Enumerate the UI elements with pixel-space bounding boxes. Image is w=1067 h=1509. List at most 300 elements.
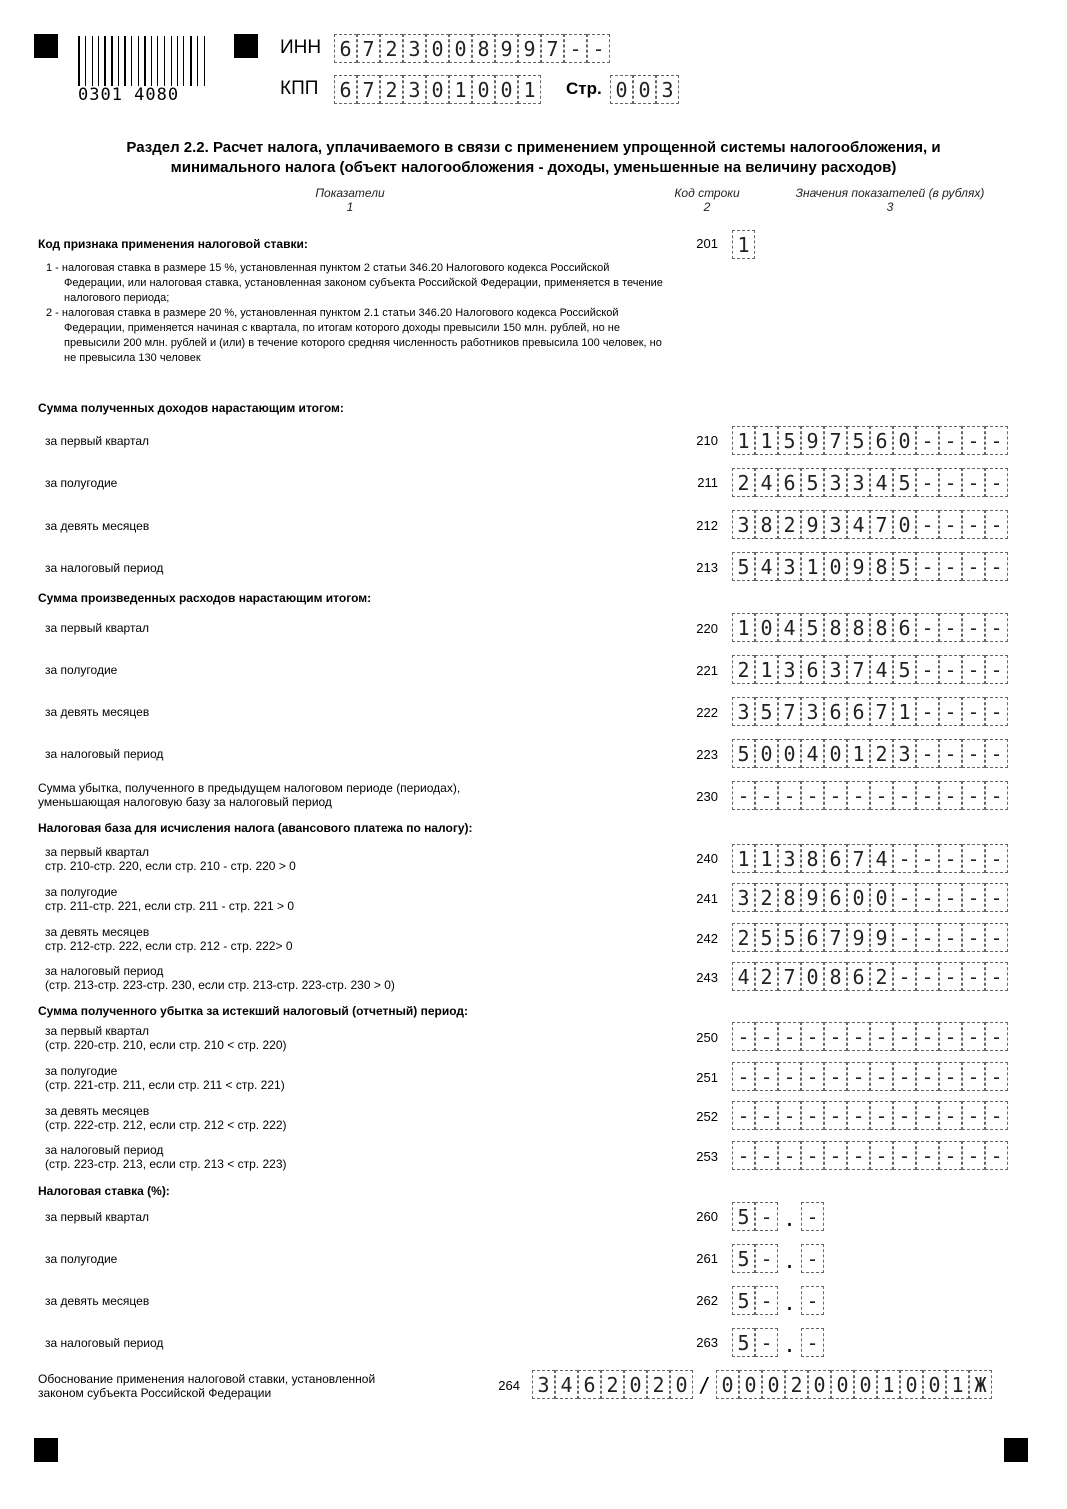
row-251-value[interactable]	[732, 1062, 1008, 1091]
row-243-value[interactable]	[732, 962, 1008, 991]
char-cell[interactable]: 3	[732, 510, 755, 539]
char-cell[interactable]: -	[778, 781, 801, 810]
char-cell[interactable]: 3	[824, 468, 847, 497]
char-cell[interactable]: 7	[824, 923, 847, 952]
char-cell[interactable]: -	[916, 923, 939, 952]
char-cell[interactable]: 3	[403, 75, 426, 104]
char-cell[interactable]: 8	[472, 34, 495, 63]
char-cell[interactable]: 6	[893, 613, 916, 642]
row-242-value[interactable]	[732, 923, 1008, 952]
char-cell[interactable]: -	[893, 923, 916, 952]
barcode-gap	[108, 36, 109, 86]
char-cell[interactable]: 5	[778, 426, 801, 455]
char-cell[interactable]: -	[916, 613, 939, 642]
char-cell[interactable]: -	[916, 739, 939, 768]
row-253-label	[45, 1143, 286, 1171]
char-cell[interactable]: -	[939, 552, 962, 581]
char-cell[interactable]: 7	[847, 844, 870, 873]
char-cell[interactable]: -	[939, 1062, 962, 1091]
row-220-value[interactable]	[732, 613, 1008, 642]
char-cell[interactable]: -	[870, 1101, 893, 1130]
basis-part2-cell[interactable]: 0	[739, 1370, 762, 1399]
row-222-value[interactable]	[732, 697, 1008, 726]
char-cell[interactable]: 2	[755, 883, 778, 912]
char-cell[interactable]: -	[847, 1022, 870, 1051]
char-cell[interactable]: -	[939, 1101, 962, 1130]
char-cell[interactable]: -	[916, 655, 939, 684]
char-cell[interactable]: -	[755, 781, 778, 810]
char-cell[interactable]: 1	[755, 844, 778, 873]
char-cell[interactable]: 9	[847, 552, 870, 581]
char-cell[interactable]: 0	[801, 962, 824, 991]
char-cell[interactable]: 4	[870, 844, 893, 873]
char-cell[interactable]: 8	[870, 613, 893, 642]
rate-int-cell[interactable]: 5	[732, 1328, 755, 1357]
char-cell[interactable]: -	[985, 883, 1008, 912]
char-cell[interactable]: 1	[732, 613, 755, 642]
char-cell[interactable]: -	[939, 426, 962, 455]
char-cell[interactable]: 0	[870, 883, 893, 912]
char-cell[interactable]: -	[985, 510, 1008, 539]
char-cell[interactable]: -	[962, 426, 985, 455]
basis-part2-cell[interactable]: 0	[923, 1370, 946, 1399]
rate-int-cell[interactable]: -	[755, 1202, 778, 1231]
basis-part2-cell[interactable]: 0	[854, 1370, 877, 1399]
kpp-field[interactable]	[334, 75, 541, 104]
char-cell[interactable]: 5	[801, 613, 824, 642]
row-250-label	[45, 1024, 286, 1052]
char-cell[interactable]: -	[824, 1022, 847, 1051]
char-cell[interactable]: 1	[732, 426, 755, 455]
char-cell[interactable]: 2	[755, 962, 778, 991]
char-cell[interactable]: 5	[847, 426, 870, 455]
char-cell[interactable]: -	[755, 1141, 778, 1170]
char-cell[interactable]: 6	[801, 923, 824, 952]
char-cell[interactable]: 4	[847, 510, 870, 539]
char-cell[interactable]: -	[962, 962, 985, 991]
basis-part1-cell[interactable]: 0	[670, 1370, 693, 1399]
char-cell[interactable]: 5	[893, 468, 916, 497]
char-cell[interactable]: 2	[870, 739, 893, 768]
page-number-field[interactable]	[610, 75, 679, 104]
char-cell[interactable]: -	[939, 1022, 962, 1051]
char-cell[interactable]: 9	[801, 426, 824, 455]
row-223-value[interactable]	[732, 739, 1008, 768]
char-cell[interactable]: -	[564, 34, 587, 63]
row-211-value[interactable]	[732, 468, 1008, 497]
basis-part2-cell[interactable]: 0	[762, 1370, 785, 1399]
char-cell[interactable]: 3	[732, 883, 755, 912]
char-cell[interactable]: -	[870, 1062, 893, 1091]
char-cell[interactable]: 9	[870, 923, 893, 952]
row-240-value[interactable]	[732, 844, 1008, 873]
char-cell[interactable]: -	[778, 1022, 801, 1051]
char-cell[interactable]: -	[870, 1141, 893, 1170]
char-cell[interactable]: -	[847, 781, 870, 810]
char-cell[interactable]: -	[939, 468, 962, 497]
char-cell[interactable]: -	[916, 781, 939, 810]
char-cell[interactable]: 1	[755, 426, 778, 455]
char-cell[interactable]: -	[778, 1101, 801, 1130]
char-cell[interactable]: 3	[732, 697, 755, 726]
basis-part2-cell[interactable]: 1	[946, 1370, 969, 1399]
char-cell[interactable]: -	[916, 844, 939, 873]
char-cell[interactable]: -	[893, 781, 916, 810]
char-cell[interactable]: -	[801, 1062, 824, 1091]
char-cell[interactable]: -	[824, 1141, 847, 1170]
char-cell[interactable]: 6	[334, 75, 357, 104]
row-221-value[interactable]	[732, 655, 1008, 684]
char-cell[interactable]: -	[962, 697, 985, 726]
char-cell[interactable]: 6	[801, 655, 824, 684]
char-cell[interactable]: -	[732, 1062, 755, 1091]
char-cell[interactable]: 6	[334, 34, 357, 63]
char-cell[interactable]: -	[939, 883, 962, 912]
char-cell[interactable]: -	[962, 739, 985, 768]
char-cell[interactable]: -	[916, 510, 939, 539]
basis-part1-cell[interactable]: 6	[578, 1370, 601, 1399]
row-213-value[interactable]	[732, 552, 1008, 581]
char-cell[interactable]: 8	[847, 613, 870, 642]
rate-int-cell[interactable]: -	[755, 1244, 778, 1273]
char-cell[interactable]: 3	[778, 552, 801, 581]
char-cell[interactable]: 8	[824, 613, 847, 642]
rate-int-cell[interactable]: 5	[732, 1202, 755, 1231]
char-cell[interactable]: -	[801, 1101, 824, 1130]
barcode-gap	[167, 36, 169, 86]
char-cell[interactable]: -	[939, 844, 962, 873]
char-cell[interactable]: -	[916, 1062, 939, 1091]
basis-part1-cell[interactable]: 2	[647, 1370, 670, 1399]
char-cell[interactable]: 8	[824, 962, 847, 991]
char-cell[interactable]: -	[939, 923, 962, 952]
rate-int-cell[interactable]: -	[755, 1286, 778, 1315]
char-cell[interactable]: -	[985, 844, 1008, 873]
char-cell[interactable]: 0	[824, 552, 847, 581]
char-cell[interactable]: 7	[870, 510, 893, 539]
row-212-label: за девять месяцев	[45, 519, 150, 533]
char-cell[interactable]: -	[962, 781, 985, 810]
char-cell[interactable]: 2	[732, 468, 755, 497]
char-cell[interactable]: -	[824, 1062, 847, 1091]
char-cell[interactable]: 3	[824, 510, 847, 539]
char-cell[interactable]: -	[985, 552, 1008, 581]
row-263-value[interactable]	[732, 1328, 824, 1357]
char-cell[interactable]: -	[916, 426, 939, 455]
basis-part1-cell[interactable]: 3	[532, 1370, 555, 1399]
rate-frac-cell[interactable]: -	[801, 1244, 824, 1273]
char-cell[interactable]: -	[893, 883, 916, 912]
char-cell[interactable]: -	[916, 552, 939, 581]
char-cell[interactable]: -	[985, 1062, 1008, 1091]
char-cell[interactable]: 7	[541, 34, 564, 63]
char-cell[interactable]: 6	[778, 468, 801, 497]
char-cell[interactable]: 0	[426, 34, 449, 63]
char-cell[interactable]: -	[985, 426, 1008, 455]
basis-part2-cell[interactable]: 0	[808, 1370, 831, 1399]
char-cell[interactable]: 6	[824, 697, 847, 726]
char-cell[interactable]: 0	[426, 75, 449, 104]
barcode-gap	[194, 36, 195, 86]
char-cell[interactable]: -	[801, 781, 824, 810]
char-cell[interactable]: 3	[893, 739, 916, 768]
char-cell[interactable]: 9	[801, 510, 824, 539]
basis-part1-cell[interactable]: 0	[624, 1370, 647, 1399]
column-header-values-text: Значения показателей (в рублях)	[795, 186, 985, 200]
char-cell[interactable]: 0	[633, 75, 656, 104]
char-cell[interactable]: 9	[801, 883, 824, 912]
char-cell[interactable]: 5	[755, 923, 778, 952]
char-cell[interactable]: 5	[732, 739, 755, 768]
char-cell[interactable]: 5	[893, 655, 916, 684]
char-cell[interactable]: 3	[778, 844, 801, 873]
char-cell[interactable]: 0	[755, 739, 778, 768]
char-cell[interactable]: -	[962, 1062, 985, 1091]
barcode-bar	[92, 36, 93, 86]
char-cell[interactable]: -	[962, 613, 985, 642]
char-cell[interactable]: 6	[870, 426, 893, 455]
char-cell[interactable]: -	[962, 1022, 985, 1051]
char-cell[interactable]: -	[962, 1101, 985, 1130]
char-cell[interactable]: -	[962, 468, 985, 497]
char-cell[interactable]: 7	[870, 697, 893, 726]
char-cell[interactable]: 1	[449, 75, 472, 104]
char-cell[interactable]: -	[778, 1062, 801, 1091]
rate-frac-cell[interactable]: -	[801, 1328, 824, 1357]
char-cell[interactable]: 0	[495, 75, 518, 104]
basis-part2-cell[interactable]: 0	[716, 1370, 739, 1399]
char-cell[interactable]: 4	[801, 739, 824, 768]
char-cell[interactable]: -	[824, 1101, 847, 1130]
char-cell[interactable]: -	[870, 781, 893, 810]
rate-int-cell[interactable]: 5	[732, 1286, 755, 1315]
char-cell[interactable]: 2	[870, 962, 893, 991]
row-252-value[interactable]	[732, 1101, 1008, 1130]
char-cell[interactable]: 6	[824, 883, 847, 912]
char-cell[interactable]: 3	[824, 655, 847, 684]
char-cell[interactable]: -	[801, 1022, 824, 1051]
char-cell[interactable]: 1	[893, 697, 916, 726]
char-cell[interactable]: -	[916, 697, 939, 726]
char-cell[interactable]: -	[962, 1141, 985, 1170]
char-cell[interactable]: -	[755, 1062, 778, 1091]
char-cell[interactable]: 0	[847, 883, 870, 912]
char-cell[interactable]: -	[847, 1062, 870, 1091]
char-cell[interactable]: 0	[893, 510, 916, 539]
char-cell[interactable]: 7	[778, 962, 801, 991]
char-cell[interactable]: 3	[778, 655, 801, 684]
char-cell[interactable]: -	[962, 883, 985, 912]
char-cell[interactable]: 2	[732, 655, 755, 684]
char-cell[interactable]: 1	[755, 655, 778, 684]
char-cell[interactable]: -	[962, 844, 985, 873]
char-cell[interactable]: -	[778, 1141, 801, 1170]
char-cell[interactable]: 0	[893, 426, 916, 455]
char-cell[interactable]: 1	[847, 739, 870, 768]
char-cell[interactable]: -	[732, 1022, 755, 1051]
char-cell[interactable]: -	[732, 1141, 755, 1170]
row-230-label-line2: уменьшающая налоговую базу за налоговый период	[38, 795, 332, 809]
basis-part2-cell[interactable]: Ж	[969, 1370, 992, 1399]
row-261-value[interactable]	[732, 1244, 824, 1273]
char-cell[interactable]: -	[939, 739, 962, 768]
char-cell[interactable]: -	[939, 655, 962, 684]
char-cell[interactable]: -	[801, 1141, 824, 1170]
char-cell[interactable]: -	[893, 844, 916, 873]
char-cell[interactable]: 8	[801, 844, 824, 873]
char-cell[interactable]: -	[916, 883, 939, 912]
char-cell[interactable]: 2	[380, 34, 403, 63]
row-222-label: за девять месяцев	[45, 705, 150, 719]
char-cell[interactable]: -	[916, 1022, 939, 1051]
char-cell[interactable]: 5	[732, 552, 755, 581]
char-cell[interactable]: -	[962, 655, 985, 684]
char-cell[interactable]: -	[732, 1101, 755, 1130]
char-cell[interactable]: -	[916, 468, 939, 497]
basis-part2-cell[interactable]: 0	[900, 1370, 923, 1399]
char-cell[interactable]: -	[847, 1141, 870, 1170]
row-260-value[interactable]	[732, 1202, 824, 1231]
char-cell[interactable]: -	[893, 1062, 916, 1091]
char-cell[interactable]: 9	[847, 923, 870, 952]
char-cell[interactable]: -	[939, 1141, 962, 1170]
char-cell[interactable]: -	[916, 962, 939, 991]
char-cell[interactable]: 3	[801, 697, 824, 726]
rate-int-cell[interactable]: -	[755, 1328, 778, 1357]
char-cell[interactable]: 7	[357, 75, 380, 104]
char-cell[interactable]: 2	[778, 510, 801, 539]
rate-frac-cell[interactable]: -	[801, 1286, 824, 1315]
rate-int-cell[interactable]: 5	[732, 1244, 755, 1273]
char-cell[interactable]: 1	[801, 552, 824, 581]
char-cell[interactable]: -	[985, 781, 1008, 810]
row-210-value[interactable]	[732, 426, 1008, 455]
char-cell[interactable]: -	[587, 34, 610, 63]
char-cell[interactable]: -	[755, 1022, 778, 1051]
rate-code-field[interactable]	[732, 230, 755, 259]
char-cell[interactable]: 2	[732, 923, 755, 952]
char-cell[interactable]: 0	[472, 75, 495, 104]
char-cell[interactable]: 5	[755, 697, 778, 726]
char-cell[interactable]: 0	[610, 75, 633, 104]
row-230-value[interactable]	[732, 781, 1008, 810]
char-cell[interactable]: 7	[357, 34, 380, 63]
char-cell[interactable]: -	[985, 1022, 1008, 1051]
char-cell[interactable]: 5	[778, 923, 801, 952]
row-264-value[interactable]	[532, 1370, 992, 1399]
char-cell[interactable]: -	[893, 962, 916, 991]
char-cell[interactable]: -	[985, 1101, 1008, 1130]
char-cell[interactable]: 9	[518, 34, 541, 63]
char-cell[interactable]: 3	[403, 34, 426, 63]
char-cell[interactable]: 1	[732, 844, 755, 873]
char-cell[interactable]: 1	[518, 75, 541, 104]
char-cell[interactable]: -	[893, 1101, 916, 1130]
row-253-label-line2: (стр. 223-стр. 213, если стр. 213 < стр. 223)	[45, 1157, 287, 1171]
char-cell[interactable]: 6	[847, 697, 870, 726]
char-cell[interactable]: -	[962, 923, 985, 952]
char-cell[interactable]: 4	[778, 613, 801, 642]
char-cell[interactable]: -	[939, 697, 962, 726]
char-cell[interactable]: 7	[778, 697, 801, 726]
char-cell[interactable]: 2	[380, 75, 403, 104]
char-cell[interactable]: 8	[870, 552, 893, 581]
char-cell[interactable]: 4	[755, 552, 778, 581]
char-cell[interactable]: -	[962, 552, 985, 581]
basis-part2-cell[interactable]: 2	[785, 1370, 808, 1399]
char-cell[interactable]: 0	[755, 613, 778, 642]
basis-part1-cell[interactable]: 4	[555, 1370, 578, 1399]
char-cell[interactable]: -	[985, 655, 1008, 684]
basis-part2-cell[interactable]: 1	[877, 1370, 900, 1399]
char-cell[interactable]: 0	[778, 739, 801, 768]
row-251-label-line1: за полугодие	[45, 1064, 118, 1078]
char-cell[interactable]: -	[916, 1101, 939, 1130]
basis-part2-cell[interactable]: 0	[831, 1370, 854, 1399]
char-cell[interactable]: -	[870, 1022, 893, 1051]
char-cell[interactable]: 8	[778, 883, 801, 912]
char-cell[interactable]: 4	[870, 468, 893, 497]
char-cell[interactable]: -	[939, 962, 962, 991]
char-cell[interactable]: -	[985, 697, 1008, 726]
basis-part1-cell[interactable]: 2	[601, 1370, 624, 1399]
row-241-value[interactable]	[732, 883, 1008, 912]
char-cell[interactable]: 4	[870, 655, 893, 684]
char-cell[interactable]: 5	[801, 468, 824, 497]
char-cell[interactable]: 3	[847, 468, 870, 497]
char-cell[interactable]: 5	[893, 552, 916, 581]
char-cell[interactable]: -	[916, 1141, 939, 1170]
row-253-value[interactable]	[732, 1141, 1008, 1170]
row-262-value[interactable]	[732, 1286, 824, 1315]
char-cell[interactable]: -	[985, 468, 1008, 497]
char-cell[interactable]: 3	[656, 75, 679, 104]
char-cell[interactable]: -	[985, 613, 1008, 642]
char-cell[interactable]: 6	[824, 844, 847, 873]
char-cell[interactable]: -	[824, 781, 847, 810]
char-cell[interactable]: -	[939, 613, 962, 642]
char-cell[interactable]: -	[985, 739, 1008, 768]
char-cell[interactable]: -	[847, 1101, 870, 1130]
char-cell[interactable]: 0	[824, 739, 847, 768]
char-cell[interactable]: -	[985, 923, 1008, 952]
char-cell[interactable]: 7	[824, 426, 847, 455]
char-cell[interactable]: -	[732, 781, 755, 810]
char-cell[interactable]: -	[939, 781, 962, 810]
char-cell[interactable]: 4	[755, 468, 778, 497]
char-cell[interactable]: 6	[847, 962, 870, 991]
char-cell[interactable]: -	[962, 510, 985, 539]
barcode-bar	[78, 36, 80, 86]
char-cell[interactable]: -	[985, 1141, 1008, 1170]
row-250-value[interactable]	[732, 1022, 1008, 1051]
char-cell[interactable]: 8	[755, 510, 778, 539]
char-cell[interactable]: 4	[732, 962, 755, 991]
row-212-value[interactable]	[732, 510, 1008, 539]
char-cell[interactable]: 7	[847, 655, 870, 684]
char-cell[interactable]: -	[893, 1022, 916, 1051]
char-cell[interactable]: 1	[732, 230, 755, 259]
rate-frac-cell[interactable]: -	[801, 1202, 824, 1231]
inn-field[interactable]	[334, 34, 610, 63]
char-cell[interactable]: -	[985, 962, 1008, 991]
column-number-1: 1	[346, 200, 354, 214]
char-cell[interactable]: -	[893, 1141, 916, 1170]
char-cell[interactable]: 9	[495, 34, 518, 63]
char-cell[interactable]: -	[755, 1101, 778, 1130]
char-cell[interactable]: -	[939, 510, 962, 539]
char-cell[interactable]: 0	[449, 34, 472, 63]
